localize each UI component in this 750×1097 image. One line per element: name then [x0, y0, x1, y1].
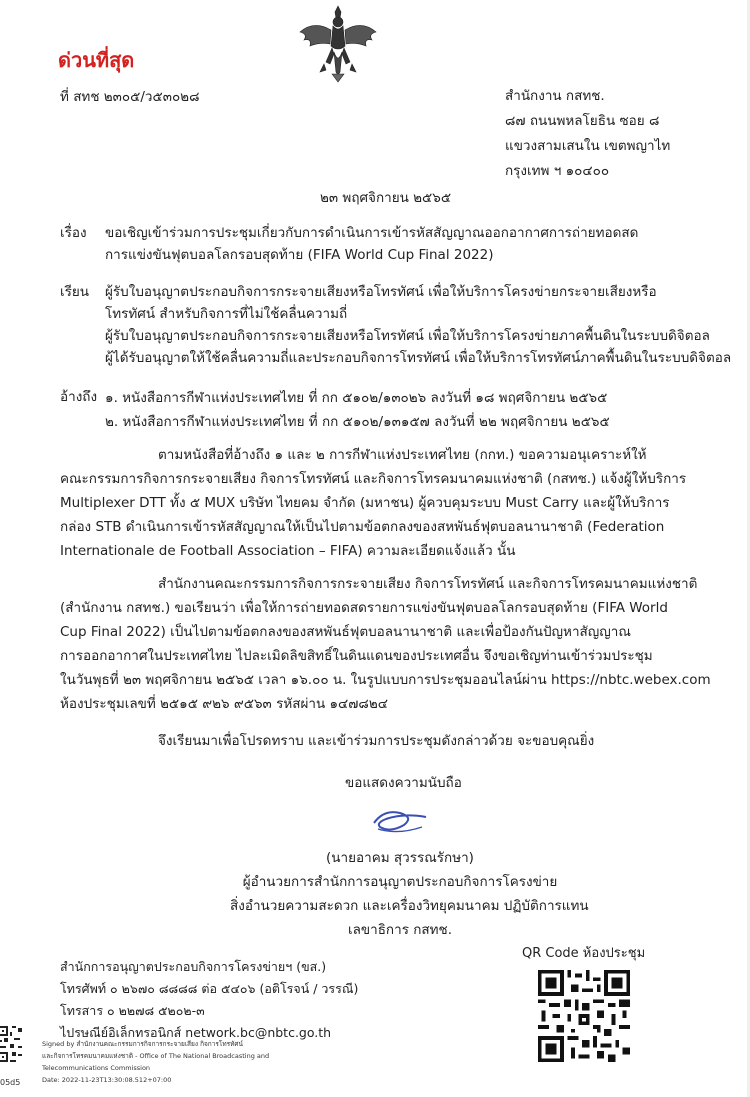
signature-icon [370, 803, 430, 841]
reference-line: ๒. หนังสือการกีฬาแห่งประเทศไทย ที่ กก ๕๑๐๒/๑๓๑๕๗ ลงวันที่ ๒๒ พฤศจิกายน ๒๕๖๕ [105, 414, 610, 430]
esignature-id: 05d5 [0, 1078, 21, 1087]
paragraph-line: ห้องประชุมเลขที่ ๒๕๑๕ ๙๒๖ ๙๕๖๓ รหัสผ่าน ๑๔๗๘๒๔ [60, 696, 388, 712]
qr-code-icon[interactable] [538, 970, 630, 1062]
paragraph-line: (สำนักงาน กสทช.) ขอเรียนว่า เพื่อให้การถ่ายทอดสดรายการแข่งขันฟุตบอลโลกรอบสุดท้าย (FIFA World [60, 600, 668, 616]
signer-title: ผู้อำนวยการสำนักการอนุญาตประกอบกิจการโครงข่าย [242, 874, 558, 890]
esignature-line: Date: 2022-11-23T13:30:08.512+07:00 [42, 1076, 172, 1084]
footer-email: ไปรษณีย์อิเล็กทรอนิกส์ network.bc@nbtc.go.th [60, 1025, 332, 1040]
esignature-line: และกิจการโทรคมนาคมแห่งชาติ - Office of The National Broadcasting and [42, 1052, 270, 1060]
paragraph-line: กล่อง STB ดำเนินการเข้ารหัสสัญญาณให้เป็นไปตามข้อตกลงของสหพันธ์ฟุตบอลนานาชาติ (Federation [60, 519, 665, 535]
recipient-text [105, 281, 731, 369]
urgent-stamp: ด่วนที่สุด [58, 48, 135, 72]
signer-block [230, 846, 589, 942]
address-line: สำนักงาน กสทช. [505, 88, 605, 104]
recipient-line: ผู้รับใบอนุญาตประกอบกิจการกระจายเสียงหรือโทรทัศน์ เพื่อให้บริการโครงข่ายกระจายเสียงหรือ [105, 284, 657, 300]
esignature-line: Signed by สำนักงานคณะกรรมการกิจการกระจายเสียง กิจการโทรทัศน์ [42, 1040, 244, 1048]
address-line: กรุงเทพ ฯ ๑๐๔๐๐ [505, 163, 610, 179]
esignature-line: Telecommunications Commission [42, 1064, 151, 1072]
address-line: ๘๗ ถนนพหลโยธิน ซอย ๘ [505, 113, 660, 129]
paragraph-line: การออกอากาศในประเทศไทย ไปละเมิดลิขสิทธิ์ในดินแดนของประเทศอื่น จึงขอเชิญท่านเข้าร่วมประชุม [60, 648, 653, 664]
reference-label: อ้างถึง [60, 389, 98, 405]
footer-fax: โทรสาร ๐ ๒๒๗๘ ๕๒๐๒-๓ [60, 1003, 205, 1018]
footer-contact [60, 956, 358, 1044]
recipient-line: ผู้ได้รับอนุญาตให้ใช้คลื่นความถี่และประกอบกิจการโทรทัศน์ เพื่อให้บริการโทรทัศน์ภาคพื้นดินในระบบดิจิตอล [105, 350, 732, 366]
paragraph-line: คณะกรรมการกิจการกระจายเสียง กิจการโทรทัศน์ และกิจการโทรคมนาคมแห่งชาติ (กสทช.) แจ้งผู้ให้บริการ [60, 471, 687, 487]
paragraph-line: Internationale de Football Association – FIFA) ความละเอียดแจ้งแล้ว นั้น [60, 543, 516, 559]
subject-line: ขอเชิญเข้าร่วมการประชุมเกี่ยวกับการดำเนินการเข้ารหัสสัญญาณออกอากาศการถ่ายทอดสด [105, 225, 639, 241]
closing: ขอแสดงความนับถือ [345, 775, 462, 791]
esignature-qr-icon [0, 1026, 24, 1076]
subject-line: การแข่งขันฟุตบอลโลกรอบสุดท้าย (FIFA World Cup Final 2022) [105, 247, 494, 263]
paragraph-line: ตามหนังสือที่อ้างถึง ๑ และ ๒ การกีฬาแห่งประเทศไทย (กกท.) ขอความอนุเคราะห์ให้ [158, 447, 647, 463]
paragraph-line: Cup Final 2022) เป็นไปตามข้อตกลงของสหพันธ์ฟุตบอลนานาชาติ และเพื่อป้องกันปัญหาสัญญาณ [60, 624, 631, 640]
paragraph-line: สำนักงานคณะกรรมการกิจการกระจายเสียง กิจการโทรทัศน์ และกิจการโทรคมนาคมแห่งชาติ [158, 576, 698, 592]
paragraph-line: ในวันพุธที่ ๒๓ พฤศจิกายน ๒๕๖๕ เวลา ๑๖.๐๐ น. ในรูปแบบการประชุมออนไลน์ผ่าน https://nbtc.webex.com [60, 672, 711, 688]
footer-office: สำนักการอนุญาตประกอบกิจการโครงข่ายฯ (ขส.) [60, 959, 327, 974]
recipient-line: ผู้รับใบอนุญาตประกอบกิจการกระจายเสียงหรือโทรทัศน์ เพื่อให้บริการโครงข่ายภาคพื้นดินในระบบดิจิตอล [105, 328, 710, 344]
paragraph-3: จึงเรียนมาเพื่อโปรดทราบ และเข้าร่วมการประชุมดังกล่าวด้วย จะขอบคุณยิ่ง [158, 733, 595, 749]
subject-label: เรื่อง [60, 225, 87, 241]
document-date: ๒๓ พฤศจิกายน ๒๕๖๕ [320, 190, 452, 206]
reference-text [105, 386, 610, 434]
recipient-label: เรียน [60, 284, 90, 300]
garuda-emblem-icon [296, 2, 380, 84]
signer-title: สิ่งอำนวยความสะดวก และเครื่องวิทยุคมนาคม ปฏิบัติการแทน [230, 898, 589, 914]
reference-line: ๑. หนังสือการกีฬาแห่งประเทศไทย ที่ กก ๕๑๐๒/๑๓๐๒๖ ลงวันที่ ๑๘ พฤศจิกายน ๒๕๖๕ [105, 390, 608, 406]
footer-phone: โทรศัพท์ ๐ ๒๖๗๐ ๘๘๘๘ ต่อ ๕๔๐๖ (อติโรจน์ / วรรณี) [60, 981, 359, 996]
qr-caption: QR Code ห้องประชุม [522, 946, 646, 961]
paragraph-line: Multiplexer DTT ทั้ง ๕ MUX บริษัท ไทยคม จำกัด (มหาชน) ผู้ควบคุมระบบ Must Carry และผู้ให้บริการ [60, 495, 670, 511]
paragraph-1 [60, 443, 690, 563]
address-line: แขวงสามเสนใน เขตพญาไท [505, 138, 671, 154]
document-number: ที่ สทช ๒๓๐๕/ว๕๓๐๒๘ [60, 89, 200, 105]
signer-name: (นายอาคม สุวรรณรักษา) [326, 850, 474, 866]
signer-title: เลขาธิการ กสทช. [348, 922, 452, 938]
paragraph-2 [60, 572, 711, 716]
sender-address [505, 84, 670, 184]
esignature-stamp [42, 1038, 269, 1086]
recipient-line: โทรทัศน์ สำหรับกิจการที่ไม่ใช้คลื่นความถี่ [105, 306, 348, 322]
subject-text [105, 222, 638, 266]
